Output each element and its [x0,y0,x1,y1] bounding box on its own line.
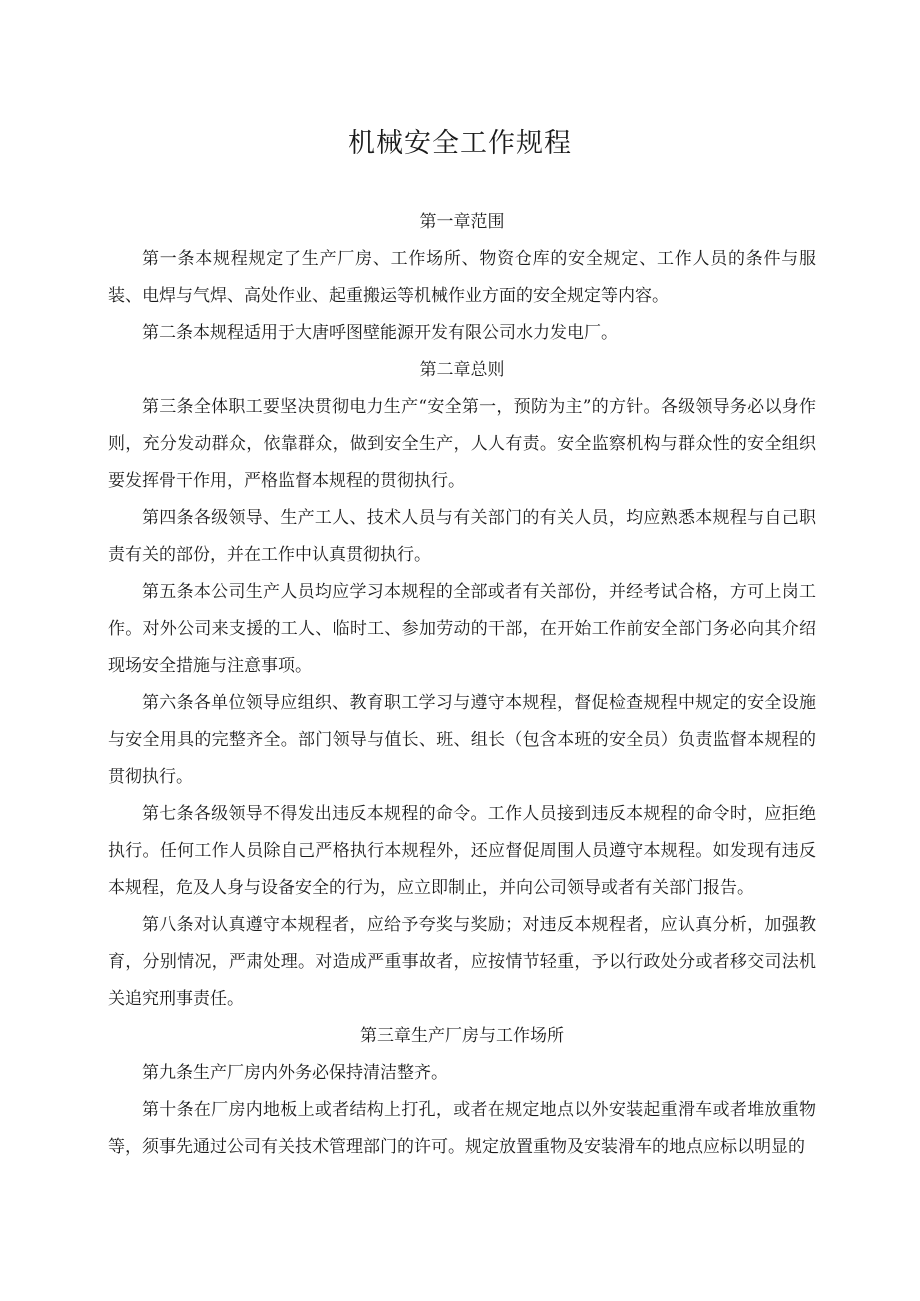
article-paragraph: 第九条生产厂房内外务必保持清洁整齐。 [142,1063,448,1083]
document-title: 机械安全工作规程 [348,128,572,159]
article-paragraph: 第四条各级领导、生产工人、技术人员与有关部门的有关人员，均应熟悉本规程与自己职责有关的部份，并在工作中认真贯彻执行。 [108,508,816,565]
article-paragraph: 第六条各单位领导应组织、教育职工学习与遵守本规程，督促检查规程中规定的安全设施与安全用具的完整齐全。部门领导与值长、班、组长（包含本班的安全员）负责监督本规程的贯彻执行。 [108,693,816,787]
chapter-heading: 第二章总则 [419,360,505,380]
article-paragraph: 第八条对认真遵守本规程者，应给予夸奖与奖励；对违反本规程者，应认真分析，加强教育，分别情况，严肃处理。对造成严重事故者，应按情节轻重，予以行政处分或者移交司法机关追究刑事责任。 [108,915,816,1009]
chapter-heading: 第三章生产厂房与工作场所 [360,1026,564,1046]
chapter-heading: 第一章范围 [419,212,505,232]
article-paragraph: 第二条本规程适用于大唐呼图壁能源开发有限公司水力发电厂。 [142,323,618,343]
article-paragraph: 第一条本规程规定了生产厂房、工作场所、物资仓库的安全规定、工作人员的条件与服装、电焊与气焊、高处作业、起重搬运等机械作业方面的安全规定等内容。 [108,249,816,306]
article-paragraph: 第三条全体职工要坚决贯彻电力生产“安全第一，预防为主”的方针。各级领导务必以身作则，充分发动群众，依靠群众，做到安全生产，人人有责。安全监察机构与群众性的安全组织要发挥骨干作用，严格监督本规程的贯彻执行。 [108,397,816,491]
article-paragraph: 第七条各级领导不得发出违反本规程的命令。工作人员接到违反本规程的命令时，应拒绝执行。任何工作人员除自己严格执行本规程外，还应督促周围人员遵守本规程。如发现有违反本规程，危及人身与设备安全的行为，应立即制止，并向公司领导或者有关部门报告。 [108,804,816,898]
article-paragraph: 第五条本公司生产人员均应学习本规程的全部或者有关部份，并经考试合格，方可上岗工作。对外公司来支援的工人、临时工、参加劳动的干部，在开始工作前安全部门务必向其介绍现场安全措施与注意事项。 [108,582,816,676]
document-body [108,204,816,1166]
article-paragraph: 第十条在厂房内地板上或者结构上打孔，或者在规定地点以外安装起重滑车或者堆放重物等，须事先通过公司有关技术管理部门的许可。规定放置重物及安装滑车的地点应标以明显的 [108,1100,816,1157]
